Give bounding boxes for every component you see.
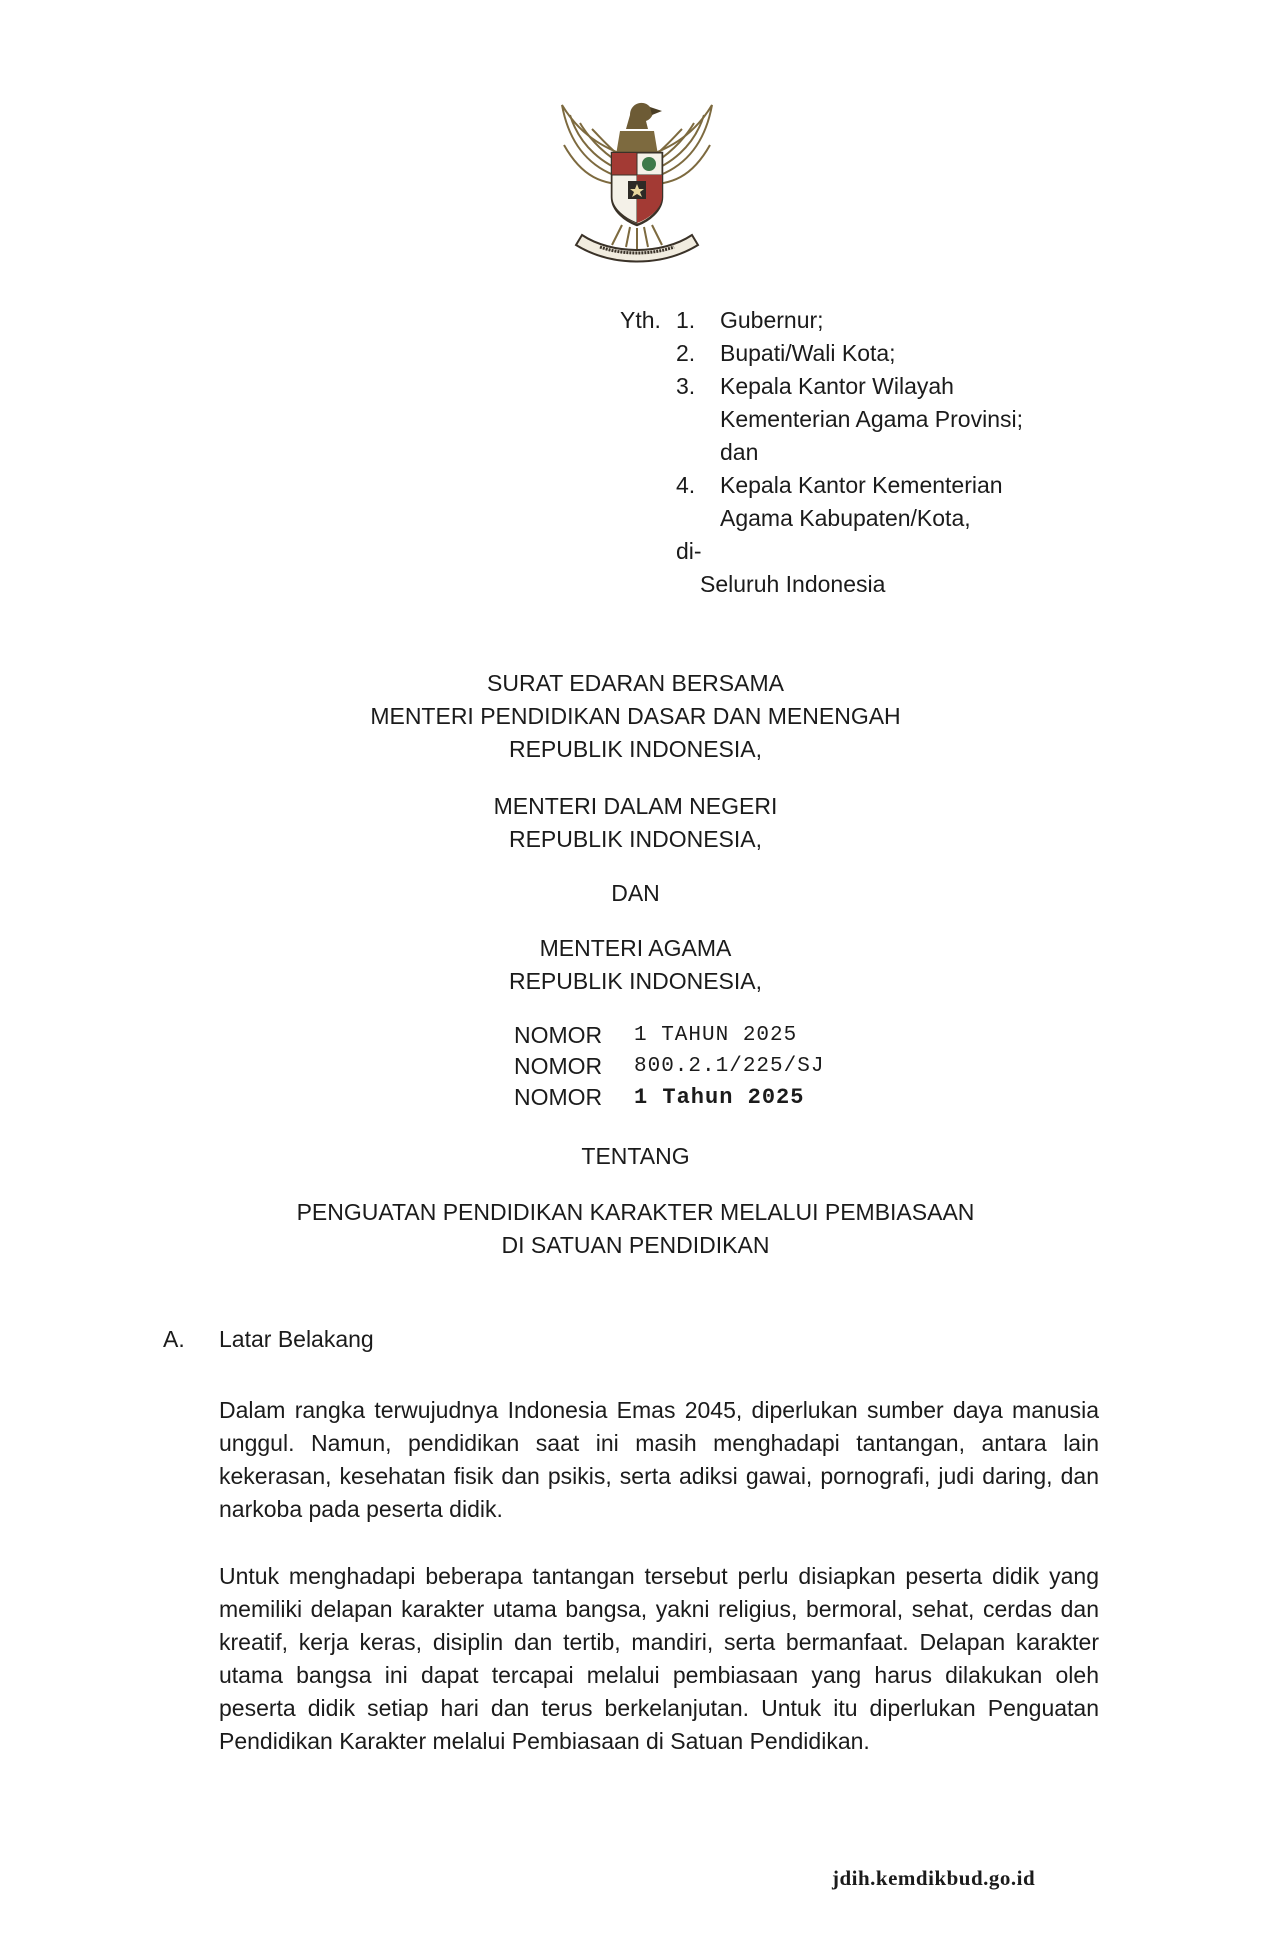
- addressee-number: 3.: [676, 373, 696, 399]
- addressee-place: Seluruh Indonesia: [700, 571, 886, 597]
- about-title-line-2: DI SATUAN PENDIDIKAN: [501, 1232, 770, 1258]
- addressee-line: Agama Kabupaten/Kota,: [720, 505, 971, 531]
- heading-minister-1: MENTERI PENDIDIKAN DASAR DAN MENENGAH: [370, 703, 901, 729]
- addressee-line: dan: [720, 439, 759, 465]
- number-label: NOMOR: [514, 1053, 603, 1079]
- addressee-number: 2.: [676, 340, 696, 366]
- heading-title: SURAT EDARAN BERSAMA: [487, 670, 784, 696]
- addressee-di: di-: [676, 538, 702, 564]
- number-label: NOMOR: [514, 1084, 603, 1110]
- paragraph: Untuk menghadapi beberapa tantangan tersebut perlu disiapkan peserta didik yang memiliki delapan karakter utama bangsa, yakni religius, bermoral, sehat, cerdas dan kreatif, kerja keras, disiplin dan tertib, mandiri, serta bermanfaat. Delapan karakter utama bangsa ini dapat tercapai melalui pembiasaan yang harus dilakukan oleh peserta didik setiap hari dan terus berkelanjutan. Untuk itu diperlukan Penguatan Pendidikan Karakter melalui Pembiasaan di Satuan Pendidikan.: [219, 1563, 1099, 1754]
- addressee-number: 4.: [676, 472, 696, 498]
- number-value: 1 Tahun 2025: [634, 1085, 805, 1110]
- addressee-line: Kepala Kantor Wilayah: [720, 373, 954, 399]
- heading-republic-2: REPUBLIK INDONESIA,: [508, 826, 763, 852]
- addressee-block: [0, 0, 1271, 620]
- heading-minister-3: MENTERI AGAMA: [539, 935, 732, 961]
- about-title-line-1: PENGUATAN PENDIDIKAN KARAKTER MELALUI PEMBIASAAN: [296, 1199, 975, 1225]
- about-label: TENTANG: [581, 1143, 690, 1169]
- paragraph: Dalam rangka terwujudnya Indonesia Emas 2045, diperlukan sumber daya manusia unggul. Namun, pendidikan saat ini masih menghadapi tantangan, antara lain kekerasan, kesehatan fisik dan psikis, serta adiksi gawai, pornografi, judi daring, dan narkoba pada peserta didik.: [219, 1397, 1099, 1522]
- heading-republic-3: REPUBLIK INDONESIA,: [508, 968, 763, 994]
- salutation: Yth.: [620, 307, 661, 333]
- addressee-line: Bupati/Wali Kota;: [720, 340, 896, 366]
- number-label: NOMOR: [514, 1022, 603, 1048]
- heading-conjunction: DAN: [611, 880, 660, 906]
- addressee-line: Kementerian Agama Provinsi;: [720, 406, 1023, 432]
- section-title: Latar Belakang: [219, 1326, 374, 1352]
- number-value: 1 TAHUN 2025: [634, 1024, 798, 1047]
- addressee-number: 1.: [676, 307, 696, 333]
- heading-republic-1: REPUBLIK INDONESIA,: [508, 736, 763, 762]
- section-letter: A.: [163, 1326, 185, 1352]
- footer-url: jdih.kemdikbud.go.id: [832, 1866, 1036, 1890]
- addressee-line: Kepala Kantor Kementerian: [720, 472, 1003, 498]
- heading-minister-2: MENTERI DALAM NEGERI: [493, 793, 778, 819]
- addressee-line: Gubernur;: [720, 307, 824, 333]
- number-value: 800.2.1/225/SJ: [634, 1055, 825, 1078]
